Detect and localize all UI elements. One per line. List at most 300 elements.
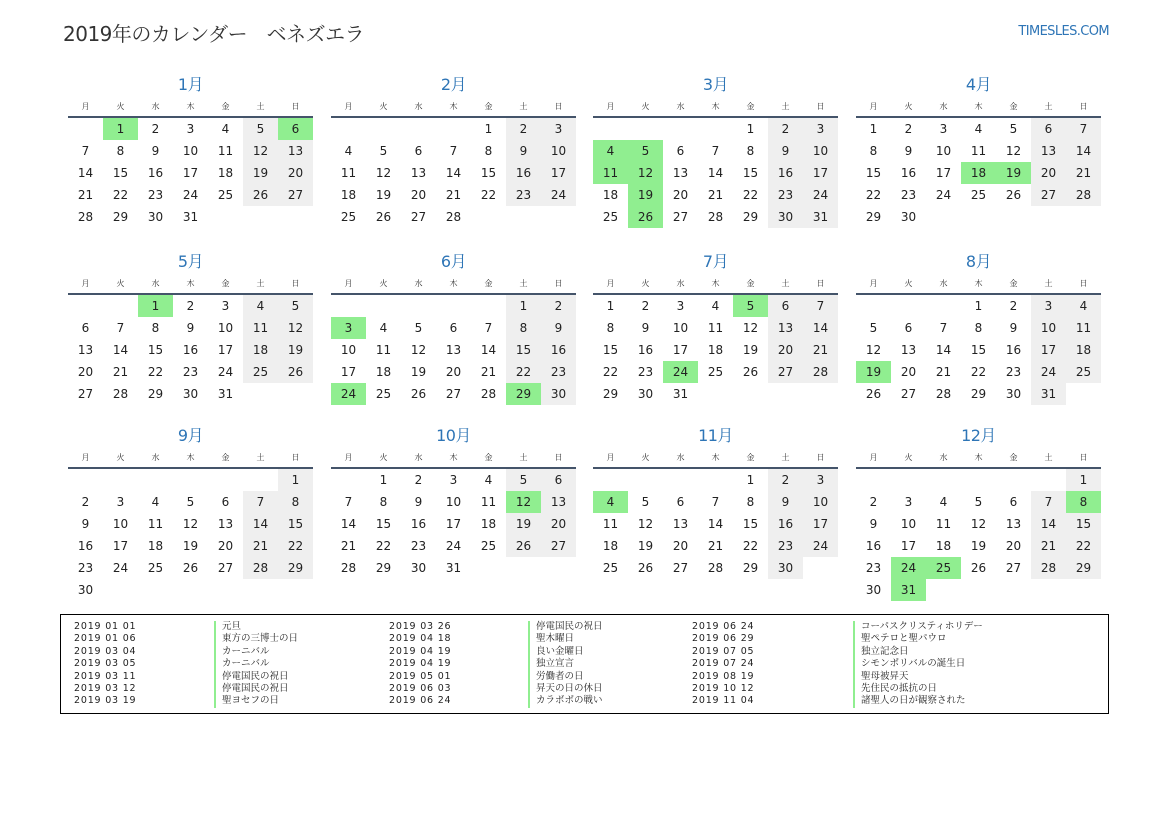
- weekend-day-cell[interactable]: 7: [1031, 491, 1066, 513]
- day-cell[interactable]: 8: [869, 144, 878, 158]
- day-cell[interactable]: 29: [742, 210, 759, 224]
- weekend-day-cell[interactable]: 13: [1031, 140, 1066, 162]
- day-cell[interactable]: 7: [484, 321, 493, 335]
- day-cell[interactable]: 24: [182, 188, 199, 202]
- day-cell[interactable]: 6: [449, 321, 458, 335]
- weekend-day-cell[interactable]: 22: [278, 535, 313, 557]
- weekend-day-cell[interactable]: 28: [1031, 557, 1066, 579]
- day-cell[interactable]: 13: [217, 517, 234, 531]
- day-cell[interactable]: 15: [865, 166, 882, 180]
- day-cell[interactable]: 5: [1009, 122, 1018, 136]
- day-cell[interactable]: 2: [1009, 299, 1018, 313]
- day-cell[interactable]: 26: [410, 387, 427, 401]
- day-cell[interactable]: 23: [637, 365, 654, 379]
- day-cell[interactable]: 20: [217, 539, 234, 553]
- day-cell[interactable]: 21: [480, 365, 497, 379]
- day-cell[interactable]: 17: [935, 166, 952, 180]
- day-cell[interactable]: 5: [379, 144, 388, 158]
- day-cell[interactable]: 17: [340, 365, 357, 379]
- day-cell[interactable]: 22: [147, 365, 164, 379]
- day-cell[interactable]: 23: [147, 188, 164, 202]
- day-cell[interactable]: 2: [81, 495, 90, 509]
- day-cell[interactable]: 7: [711, 495, 720, 509]
- weekend-day-cell[interactable]: 30: [541, 383, 576, 405]
- day-cell[interactable]: 13: [900, 343, 917, 357]
- weekend-day-cell[interactable]: 15: [278, 513, 313, 535]
- holiday-day-cell[interactable]: 8: [1066, 491, 1101, 513]
- day-cell[interactable]: 12: [182, 517, 199, 531]
- day-cell[interactable]: 8: [116, 144, 125, 158]
- weekend-day-cell[interactable]: 17: [803, 162, 838, 184]
- day-cell[interactable]: 7: [116, 321, 125, 335]
- day-cell[interactable]: 11: [707, 321, 724, 335]
- day-cell[interactable]: 1: [379, 473, 388, 487]
- weekend-day-cell[interactable]: 15: [1066, 513, 1101, 535]
- weekend-day-cell[interactable]: 10: [541, 140, 576, 162]
- day-cell[interactable]: 15: [375, 517, 392, 531]
- day-cell[interactable]: 28: [77, 210, 94, 224]
- day-cell[interactable]: 18: [602, 188, 619, 202]
- holiday-day-cell[interactable]: 1: [103, 118, 138, 140]
- weekend-day-cell[interactable]: 21: [1066, 162, 1101, 184]
- weekend-day-cell[interactable]: 3: [803, 118, 838, 140]
- day-cell[interactable]: 24: [217, 365, 234, 379]
- weekend-day-cell[interactable]: 28: [803, 361, 838, 383]
- weekend-day-cell[interactable]: 11: [1066, 317, 1101, 339]
- day-cell[interactable]: 10: [900, 517, 917, 531]
- day-cell[interactable]: 18: [480, 517, 497, 531]
- weekend-day-cell[interactable]: 6: [541, 469, 576, 491]
- day-cell[interactable]: 18: [147, 539, 164, 553]
- day-cell[interactable]: 2: [641, 299, 650, 313]
- day-cell[interactable]: 29: [112, 210, 129, 224]
- day-cell[interactable]: 1: [484, 122, 493, 136]
- weekend-day-cell[interactable]: 6: [1031, 118, 1066, 140]
- day-cell[interactable]: 14: [707, 166, 724, 180]
- day-cell[interactable]: 21: [707, 539, 724, 553]
- day-cell[interactable]: 4: [939, 495, 948, 509]
- day-cell[interactable]: 19: [182, 539, 199, 553]
- weekend-day-cell[interactable]: 17: [541, 162, 576, 184]
- day-cell[interactable]: 5: [869, 321, 878, 335]
- weekend-day-cell[interactable]: 5: [243, 118, 278, 140]
- weekend-day-cell[interactable]: 14: [1066, 140, 1101, 162]
- weekend-day-cell[interactable]: 2: [541, 295, 576, 317]
- day-cell[interactable]: 20: [77, 365, 94, 379]
- day-cell[interactable]: 21: [935, 365, 952, 379]
- day-cell[interactable]: 7: [81, 144, 90, 158]
- day-cell[interactable]: 2: [414, 473, 423, 487]
- day-cell[interactable]: 8: [379, 495, 388, 509]
- day-cell[interactable]: 28: [707, 210, 724, 224]
- weekend-day-cell[interactable]: 22: [506, 361, 541, 383]
- day-cell[interactable]: 13: [672, 517, 689, 531]
- day-cell[interactable]: 23: [1005, 365, 1022, 379]
- day-cell[interactable]: 13: [77, 343, 94, 357]
- day-cell[interactable]: 27: [672, 561, 689, 575]
- day-cell[interactable]: 24: [935, 188, 952, 202]
- day-cell[interactable]: 12: [865, 343, 882, 357]
- day-cell[interactable]: 29: [375, 561, 392, 575]
- day-cell[interactable]: 29: [970, 387, 987, 401]
- day-cell[interactable]: 8: [151, 321, 160, 335]
- day-cell[interactable]: 8: [746, 144, 755, 158]
- day-cell[interactable]: 20: [1005, 539, 1022, 553]
- weekend-day-cell[interactable]: 12: [243, 140, 278, 162]
- day-cell[interactable]: 11: [147, 517, 164, 531]
- weekend-day-cell[interactable]: 23: [506, 184, 541, 206]
- day-cell[interactable]: 14: [707, 517, 724, 531]
- day-cell[interactable]: 16: [182, 343, 199, 357]
- day-cell[interactable]: 29: [742, 561, 759, 575]
- day-cell[interactable]: 21: [445, 188, 462, 202]
- holiday-day-cell[interactable]: 19: [856, 361, 891, 383]
- day-cell[interactable]: 27: [445, 387, 462, 401]
- holiday-day-cell[interactable]: 19: [628, 184, 663, 206]
- weekend-day-cell[interactable]: 7: [1066, 118, 1101, 140]
- holiday-day-cell[interactable]: 1: [138, 295, 173, 317]
- day-cell[interactable]: 14: [445, 166, 462, 180]
- day-cell[interactable]: 16: [410, 517, 427, 531]
- day-cell[interactable]: 16: [147, 166, 164, 180]
- day-cell[interactable]: 25: [602, 561, 619, 575]
- day-cell[interactable]: 23: [77, 561, 94, 575]
- day-cell[interactable]: 26: [1005, 188, 1022, 202]
- day-cell[interactable]: 25: [480, 539, 497, 553]
- weekend-day-cell[interactable]: 5: [278, 295, 313, 317]
- weekend-day-cell[interactable]: 10: [1031, 317, 1066, 339]
- day-cell[interactable]: 1: [869, 122, 878, 136]
- day-cell[interactable]: 3: [186, 122, 195, 136]
- day-cell[interactable]: 28: [112, 387, 129, 401]
- weekend-day-cell[interactable]: 24: [1031, 361, 1066, 383]
- day-cell[interactable]: 8: [606, 321, 615, 335]
- day-cell[interactable]: 20: [672, 188, 689, 202]
- day-cell[interactable]: 5: [186, 495, 195, 509]
- day-cell[interactable]: 12: [637, 517, 654, 531]
- day-cell[interactable]: 31: [217, 387, 234, 401]
- weekend-day-cell[interactable]: 26: [243, 184, 278, 206]
- day-cell[interactable]: 6: [81, 321, 90, 335]
- weekend-day-cell[interactable]: 22: [1066, 535, 1101, 557]
- day-cell[interactable]: 14: [935, 343, 952, 357]
- day-cell[interactable]: 19: [637, 539, 654, 553]
- day-cell[interactable]: 5: [414, 321, 423, 335]
- holiday-day-cell[interactable]: 12: [506, 491, 541, 513]
- day-cell[interactable]: 11: [970, 144, 987, 158]
- day-cell[interactable]: 22: [865, 188, 882, 202]
- weekend-day-cell[interactable]: 21: [1031, 535, 1066, 557]
- weekend-day-cell[interactable]: 24: [541, 184, 576, 206]
- day-cell[interactable]: 25: [970, 188, 987, 202]
- day-cell[interactable]: 24: [112, 561, 129, 575]
- day-cell[interactable]: 26: [182, 561, 199, 575]
- weekend-day-cell[interactable]: 5: [506, 469, 541, 491]
- day-cell[interactable]: 16: [900, 166, 917, 180]
- weekend-day-cell[interactable]: 17: [803, 513, 838, 535]
- day-cell[interactable]: 18: [340, 188, 357, 202]
- day-cell[interactable]: 8: [974, 321, 983, 335]
- weekend-day-cell[interactable]: 19: [278, 339, 313, 361]
- day-cell[interactable]: 26: [742, 365, 759, 379]
- day-cell[interactable]: 12: [742, 321, 759, 335]
- day-cell[interactable]: 31: [672, 387, 689, 401]
- day-cell[interactable]: 6: [904, 321, 913, 335]
- weekend-day-cell[interactable]: 8: [278, 491, 313, 513]
- weekend-day-cell[interactable]: 2: [768, 118, 803, 140]
- day-cell[interactable]: 17: [217, 343, 234, 357]
- weekend-day-cell[interactable]: 26: [278, 361, 313, 383]
- weekend-day-cell[interactable]: 20: [541, 513, 576, 535]
- day-cell[interactable]: 30: [1005, 387, 1022, 401]
- weekend-day-cell[interactable]: 1: [278, 469, 313, 491]
- day-cell[interactable]: 14: [77, 166, 94, 180]
- day-cell[interactable]: 10: [112, 517, 129, 531]
- day-cell[interactable]: 11: [217, 144, 234, 158]
- weekend-day-cell[interactable]: 10: [803, 491, 838, 513]
- weekend-day-cell[interactable]: 31: [803, 206, 838, 228]
- day-cell[interactable]: 30: [900, 210, 917, 224]
- day-cell[interactable]: 9: [1009, 321, 1018, 335]
- weekend-day-cell[interactable]: 19: [243, 162, 278, 184]
- day-cell[interactable]: 25: [602, 210, 619, 224]
- day-cell[interactable]: 3: [116, 495, 125, 509]
- weekend-day-cell[interactable]: 8: [506, 317, 541, 339]
- weekend-day-cell[interactable]: 2: [506, 118, 541, 140]
- day-cell[interactable]: 26: [970, 561, 987, 575]
- weekend-day-cell[interactable]: 28: [1066, 184, 1101, 206]
- day-cell[interactable]: 26: [637, 561, 654, 575]
- weekend-day-cell[interactable]: 24: [803, 535, 838, 557]
- day-cell[interactable]: 4: [484, 473, 493, 487]
- day-cell[interactable]: 16: [637, 343, 654, 357]
- day-cell[interactable]: 25: [217, 188, 234, 202]
- day-cell[interactable]: 27: [900, 387, 917, 401]
- day-cell[interactable]: 18: [375, 365, 392, 379]
- day-cell[interactable]: 11: [375, 343, 392, 357]
- day-cell[interactable]: 27: [672, 210, 689, 224]
- weekend-day-cell[interactable]: 3: [541, 118, 576, 140]
- holiday-day-cell[interactable]: 5: [628, 140, 663, 162]
- day-cell[interactable]: 19: [375, 188, 392, 202]
- weekend-day-cell[interactable]: 3: [803, 469, 838, 491]
- day-cell[interactable]: 8: [484, 144, 493, 158]
- day-cell[interactable]: 4: [379, 321, 388, 335]
- day-cell[interactable]: 5: [641, 495, 650, 509]
- day-cell[interactable]: 20: [900, 365, 917, 379]
- day-cell[interactable]: 13: [1005, 517, 1022, 531]
- weekend-day-cell[interactable]: 23: [768, 184, 803, 206]
- day-cell[interactable]: 18: [935, 539, 952, 553]
- day-cell[interactable]: 16: [77, 539, 94, 553]
- weekend-day-cell[interactable]: 28: [243, 557, 278, 579]
- day-cell[interactable]: 11: [480, 495, 497, 509]
- day-cell[interactable]: 4: [974, 122, 983, 136]
- weekend-day-cell[interactable]: 16: [506, 162, 541, 184]
- weekend-day-cell[interactable]: 16: [768, 513, 803, 535]
- day-cell[interactable]: 15: [742, 166, 759, 180]
- day-cell[interactable]: 26: [865, 387, 882, 401]
- day-cell[interactable]: 12: [1005, 144, 1022, 158]
- weekend-day-cell[interactable]: 4: [243, 295, 278, 317]
- weekend-day-cell[interactable]: 7: [803, 295, 838, 317]
- day-cell[interactable]: 25: [340, 210, 357, 224]
- day-cell[interactable]: 6: [414, 144, 423, 158]
- weekend-day-cell[interactable]: 20: [1031, 162, 1066, 184]
- holiday-day-cell[interactable]: 3: [331, 317, 366, 339]
- weekend-day-cell[interactable]: 13: [768, 317, 803, 339]
- day-cell[interactable]: 18: [707, 343, 724, 357]
- weekend-day-cell[interactable]: 3: [1031, 295, 1066, 317]
- day-cell[interactable]: 28: [480, 387, 497, 401]
- day-cell[interactable]: 9: [904, 144, 913, 158]
- day-cell[interactable]: 7: [939, 321, 948, 335]
- day-cell[interactable]: 17: [445, 517, 462, 531]
- weekend-day-cell[interactable]: 21: [243, 535, 278, 557]
- day-cell[interactable]: 17: [900, 539, 917, 553]
- holiday-day-cell[interactable]: 4: [593, 140, 628, 162]
- day-cell[interactable]: 8: [746, 495, 755, 509]
- day-cell[interactable]: 19: [742, 343, 759, 357]
- weekend-day-cell[interactable]: 18: [243, 339, 278, 361]
- day-cell[interactable]: 6: [1009, 495, 1018, 509]
- day-cell[interactable]: 21: [77, 188, 94, 202]
- day-cell[interactable]: 31: [445, 561, 462, 575]
- day-cell[interactable]: 25: [147, 561, 164, 575]
- weekend-day-cell[interactable]: 2: [768, 469, 803, 491]
- day-cell[interactable]: 10: [445, 495, 462, 509]
- holiday-day-cell[interactable]: 18: [961, 162, 996, 184]
- day-cell[interactable]: 3: [221, 299, 230, 313]
- weekend-day-cell[interactable]: 29: [1066, 557, 1101, 579]
- day-cell[interactable]: 1: [606, 299, 615, 313]
- day-cell[interactable]: 29: [602, 387, 619, 401]
- weekend-day-cell[interactable]: 9: [768, 140, 803, 162]
- day-cell[interactable]: 20: [410, 188, 427, 202]
- day-cell[interactable]: 12: [970, 517, 987, 531]
- day-cell[interactable]: 3: [676, 299, 685, 313]
- weekend-day-cell[interactable]: 13: [541, 491, 576, 513]
- weekend-day-cell[interactable]: 1: [1066, 469, 1101, 491]
- holiday-day-cell[interactable]: 4: [593, 491, 628, 513]
- day-cell[interactable]: 2: [904, 122, 913, 136]
- day-cell[interactable]: 28: [340, 561, 357, 575]
- day-cell[interactable]: 2: [869, 495, 878, 509]
- weekend-day-cell[interactable]: 16: [768, 162, 803, 184]
- day-cell[interactable]: 9: [81, 517, 90, 531]
- weekend-day-cell[interactable]: 1: [506, 295, 541, 317]
- holiday-day-cell[interactable]: 19: [996, 162, 1031, 184]
- day-cell[interactable]: 30: [410, 561, 427, 575]
- day-cell[interactable]: 11: [340, 166, 357, 180]
- day-cell[interactable]: 21: [112, 365, 129, 379]
- day-cell[interactable]: 3: [449, 473, 458, 487]
- day-cell[interactable]: 10: [672, 321, 689, 335]
- holiday-day-cell[interactable]: 6: [278, 118, 313, 140]
- day-cell[interactable]: 1: [746, 122, 755, 136]
- weekend-day-cell[interactable]: 27: [278, 184, 313, 206]
- day-cell[interactable]: 10: [340, 343, 357, 357]
- weekend-day-cell[interactable]: 20: [278, 162, 313, 184]
- day-cell[interactable]: 28: [445, 210, 462, 224]
- weekend-day-cell[interactable]: 15: [506, 339, 541, 361]
- day-cell[interactable]: 30: [865, 583, 882, 597]
- day-cell[interactable]: 16: [1005, 343, 1022, 357]
- day-cell[interactable]: 10: [217, 321, 234, 335]
- weekend-day-cell[interactable]: 6: [768, 295, 803, 317]
- day-cell[interactable]: 9: [641, 321, 650, 335]
- day-cell[interactable]: 15: [602, 343, 619, 357]
- brand-logo-text[interactable]: TIMESLES.COM: [1018, 24, 1109, 39]
- day-cell[interactable]: 22: [112, 188, 129, 202]
- day-cell[interactable]: 1: [746, 473, 755, 487]
- day-cell[interactable]: 26: [375, 210, 392, 224]
- day-cell[interactable]: 23: [182, 365, 199, 379]
- weekend-day-cell[interactable]: 23: [768, 535, 803, 557]
- day-cell[interactable]: 25: [707, 365, 724, 379]
- day-cell[interactable]: 9: [869, 517, 878, 531]
- day-cell[interactable]: 9: [414, 495, 423, 509]
- day-cell[interactable]: 30: [637, 387, 654, 401]
- day-cell[interactable]: 21: [340, 539, 357, 553]
- day-cell[interactable]: 20: [445, 365, 462, 379]
- day-cell[interactable]: 1: [974, 299, 983, 313]
- weekend-day-cell[interactable]: 25: [243, 361, 278, 383]
- day-cell[interactable]: 5: [974, 495, 983, 509]
- day-cell[interactable]: 14: [480, 343, 497, 357]
- day-cell[interactable]: 4: [711, 299, 720, 313]
- weekend-day-cell[interactable]: 30: [768, 206, 803, 228]
- weekend-day-cell[interactable]: 24: [803, 184, 838, 206]
- weekend-day-cell[interactable]: 9: [541, 317, 576, 339]
- day-cell[interactable]: 22: [375, 539, 392, 553]
- weekend-day-cell[interactable]: 19: [506, 513, 541, 535]
- day-cell[interactable]: 23: [865, 561, 882, 575]
- day-cell[interactable]: 12: [375, 166, 392, 180]
- holiday-day-cell[interactable]: 24: [891, 557, 926, 579]
- day-cell[interactable]: 23: [410, 539, 427, 553]
- day-cell[interactable]: 18: [217, 166, 234, 180]
- weekend-day-cell[interactable]: 27: [541, 535, 576, 557]
- day-cell[interactable]: 7: [449, 144, 458, 158]
- day-cell[interactable]: 17: [182, 166, 199, 180]
- day-cell[interactable]: 11: [935, 517, 952, 531]
- weekend-day-cell[interactable]: 4: [1066, 295, 1101, 317]
- weekend-day-cell[interactable]: 13: [278, 140, 313, 162]
- weekend-day-cell[interactable]: 7: [243, 491, 278, 513]
- day-cell[interactable]: 4: [344, 144, 353, 158]
- day-cell[interactable]: 13: [410, 166, 427, 180]
- day-cell[interactable]: 27: [1005, 561, 1022, 575]
- day-cell[interactable]: 22: [970, 365, 987, 379]
- holiday-day-cell[interactable]: 5: [733, 295, 768, 317]
- day-cell[interactable]: 15: [970, 343, 987, 357]
- day-cell[interactable]: 7: [344, 495, 353, 509]
- day-cell[interactable]: 27: [77, 387, 94, 401]
- day-cell[interactable]: 14: [340, 517, 357, 531]
- day-cell[interactable]: 18: [602, 539, 619, 553]
- weekend-day-cell[interactable]: 14: [1031, 513, 1066, 535]
- day-cell[interactable]: 15: [480, 166, 497, 180]
- day-cell[interactable]: 16: [865, 539, 882, 553]
- weekend-day-cell[interactable]: 21: [803, 339, 838, 361]
- day-cell[interactable]: 30: [182, 387, 199, 401]
- holiday-day-cell[interactable]: 24: [331, 383, 366, 405]
- day-cell[interactable]: 24: [445, 539, 462, 553]
- holiday-day-cell[interactable]: 24: [663, 361, 698, 383]
- day-cell[interactable]: 21: [707, 188, 724, 202]
- weekend-day-cell[interactable]: 14: [243, 513, 278, 535]
